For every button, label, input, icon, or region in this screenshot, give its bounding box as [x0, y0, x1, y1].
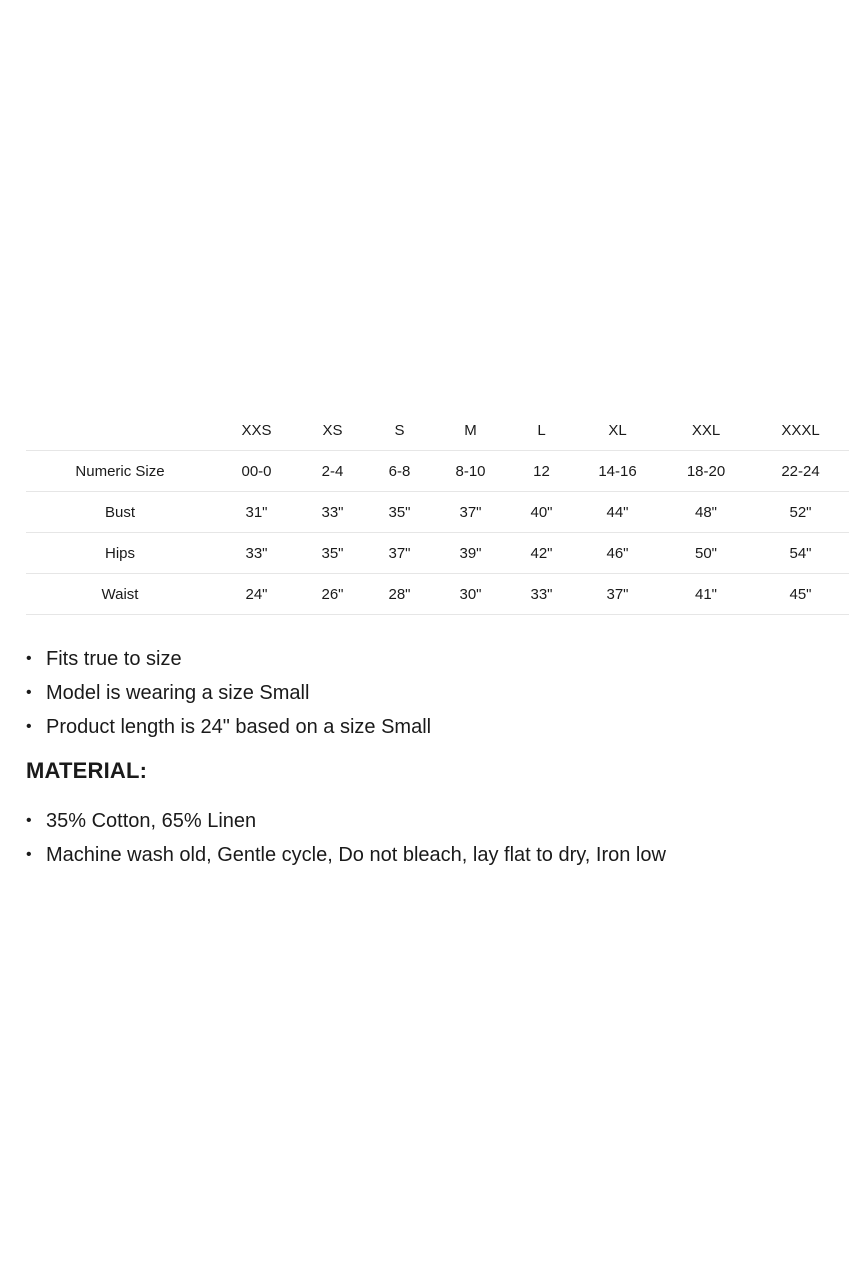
size-header-xl: XL [575, 410, 660, 451]
table-cell: 40" [508, 492, 575, 533]
list-item: • Fits true to size [26, 642, 431, 676]
table-cell: 41" [660, 574, 752, 615]
size-header-xxxl: XXXL [752, 410, 849, 451]
size-header-blank [26, 410, 214, 451]
list-item: • Model is wearing a size Small [26, 676, 431, 710]
table-cell: 33" [214, 533, 299, 574]
table-row [26, 533, 849, 574]
fit-notes-list [26, 642, 431, 744]
table-cell: 33" [299, 492, 366, 533]
size-header-s: S [366, 410, 433, 451]
list-item: • Product length is 24" based on a size Small [26, 710, 431, 744]
table-cell: 31" [214, 492, 299, 533]
size-header-xs: XS [299, 410, 366, 451]
table-cell: 00-0 [214, 451, 299, 492]
table-cell: 33" [508, 574, 575, 615]
table-row [26, 574, 849, 615]
material-list [26, 804, 666, 872]
row-label: Hips [26, 533, 214, 574]
table-cell: 37" [575, 574, 660, 615]
size-header-row [26, 410, 849, 451]
table-cell: 22-24 [752, 451, 849, 492]
table-cell: 52" [752, 492, 849, 533]
table-cell: 50" [660, 533, 752, 574]
list-item: • Machine wash old, Gentle cycle, Do not bleach, lay flat to dry, Iron low [26, 838, 666, 872]
table-row [26, 451, 849, 492]
table-cell: 54" [752, 533, 849, 574]
table-cell: 8-10 [433, 451, 508, 492]
size-header-l: L [508, 410, 575, 451]
material-heading: MATERIAL: [26, 758, 148, 783]
row-label: Waist [26, 574, 214, 615]
table-cell: 48" [660, 492, 752, 533]
table-cell: 42" [508, 533, 575, 574]
table-cell: 35" [299, 533, 366, 574]
table-cell: 44" [575, 492, 660, 533]
table-cell: 30" [433, 574, 508, 615]
table-cell: 28" [366, 574, 433, 615]
table-cell: 37" [366, 533, 433, 574]
size-header-xxs: XXS [214, 410, 299, 451]
table-cell: 24" [214, 574, 299, 615]
row-label: Numeric Size [26, 451, 214, 492]
table-cell: 45" [752, 574, 849, 615]
table-cell: 6-8 [366, 451, 433, 492]
size-header-m: M [433, 410, 508, 451]
table-cell: 18-20 [660, 451, 752, 492]
table-cell: 12 [508, 451, 575, 492]
list-item: • 35% Cotton, 65% Linen [26, 804, 666, 838]
table-cell: 2-4 [299, 451, 366, 492]
size-chart-table [26, 410, 849, 615]
row-label: Bust [26, 492, 214, 533]
size-header-xxl: XXL [660, 410, 752, 451]
table-cell: 35" [366, 492, 433, 533]
table-row [26, 492, 849, 533]
table-cell: 37" [433, 492, 508, 533]
table-cell: 14-16 [575, 451, 660, 492]
table-cell: 46" [575, 533, 660, 574]
table-cell: 26" [299, 574, 366, 615]
table-cell: 39" [433, 533, 508, 574]
